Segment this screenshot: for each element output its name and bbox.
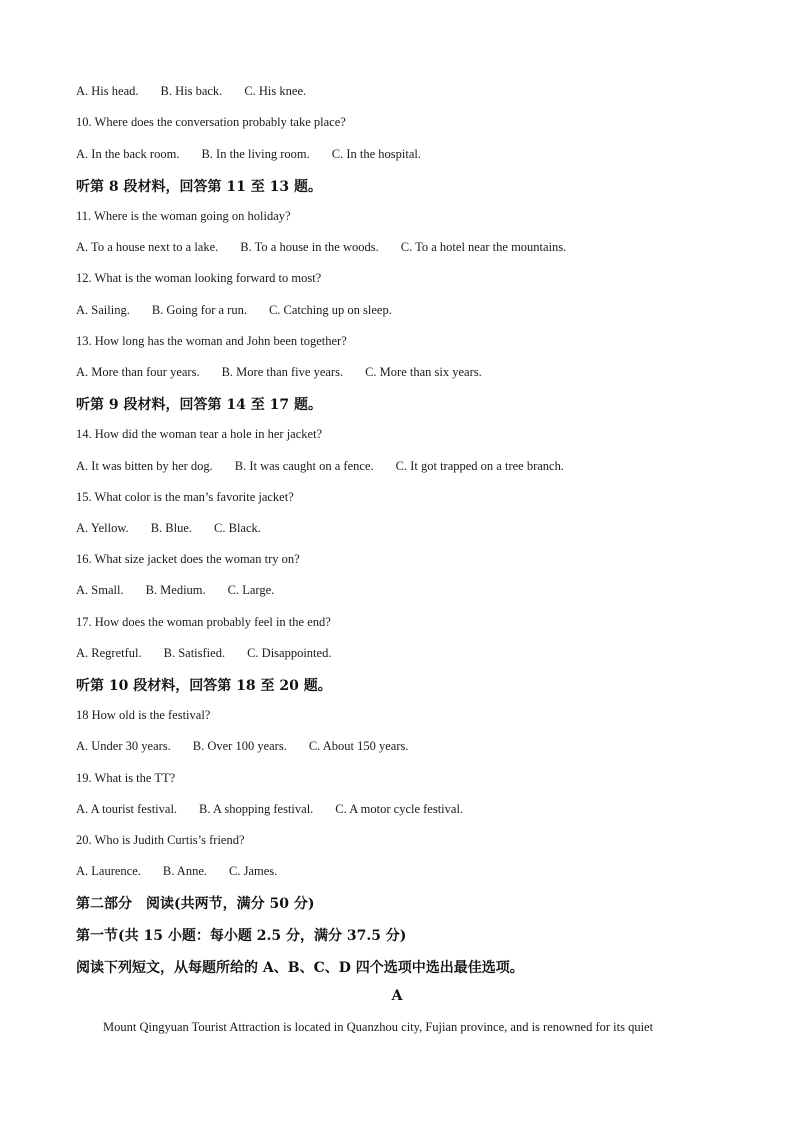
q9-option-b: B. His back. [160,84,223,98]
q10-question: 10. Where does the conversation probably take place? [76,115,346,129]
q12-options [76,303,392,318]
q11-question: 11. Where is the woman going on holiday? [76,209,291,223]
q19-question: 19. What is the TT? [76,771,176,785]
q11-options [76,240,566,255]
q10-options [76,147,421,162]
q14-option-b: B. It was caught on a fence. [234,459,374,473]
q19-options [76,802,463,817]
q18-option-b: B. Over 100 years. [192,739,287,753]
q11-option-b: B. To a house in the woods. [240,240,379,254]
q10-option-b: B. In the living room. [201,147,310,161]
q15-option-b: B. Blue. [150,521,193,535]
q11-option-a: A. To a house next to a lake. [76,240,219,254]
q20-option-c: C. James. [229,864,278,878]
q12-option-b: B. Going for a run. [151,303,247,317]
q19-option-b: B. A shopping festival. [199,802,314,816]
q9-options [76,84,306,99]
q9-option-a: A. His head. [76,84,139,98]
q10-option-a: A. In the back room. [76,147,180,161]
q19-option-c: C. A motor cycle festival. [335,802,464,816]
part2-heading: 第二部分 阅读(共两节，满分 50 分) [76,896,315,912]
section10-heading: 听第 10 段材料，回答第 18 至 20 题。 [76,678,332,694]
q17-option-b: B. Satisfied. [163,646,226,660]
q15-option-a: A. Yellow. [76,521,129,535]
q14-options [76,459,564,474]
q18-options [76,739,409,754]
q16-option-a: A. Small. [76,583,124,597]
q13-options [76,365,482,380]
q20-option-a: A. Laurence. [76,864,141,878]
section1-heading: 第一节(共 15 小题：每小题 2.5 分，满分 37.5 分) [76,928,407,944]
q18-option-c: C. About 150 years. [308,739,409,753]
q12-option-c: C. Catching up on sleep. [268,303,392,317]
q13-option-c: C. More than six years. [365,365,482,379]
q14-question: 14. How did the woman tear a hole in her jacket? [76,427,323,441]
q17-question: 17. How does the woman probably feel in the end? [76,615,331,629]
section8-heading: 听第 8 段材料，回答第 11 至 13 题。 [76,179,322,195]
q17-option-c: C. Disappointed. [247,646,332,660]
q18-question: 18 How old is the festival? [76,708,211,722]
q12-question: 12. What is the woman looking forward to most? [76,271,322,285]
q20-option-b: B. Anne. [162,864,208,878]
q19-option-a: A. A tourist festival. [76,802,178,816]
q10-option-c: C. In the hospital. [331,147,422,161]
q16-options [76,583,274,598]
q13-question: 13. How long has the woman and John been together? [76,334,347,348]
q15-question: 15. What color is the man’s favorite jacket? [76,490,294,504]
q18-option-a: A. Under 30 years. [76,739,171,753]
q13-option-b: B. More than five years. [221,365,344,379]
q17-option-a: A. Regretful. [76,646,142,660]
reading-instruction: 阅读下列短文，从每题所给的 A、B、C、D 四个选项中选出最佳选项。 [76,960,524,976]
section9-heading: 听第 9 段材料，回答第 14 至 17 题。 [76,397,322,413]
q20-options [76,864,277,879]
q16-question: 16. What size jacket does the woman try on? [76,552,300,566]
q13-option-a: A. More than four years. [76,365,200,379]
passage-first-line: Mount Qingyuan Tourist Attraction is located in Quanzhou city, Fujian province, and is renowned for its quiet [103,1020,654,1034]
passage-label: A [391,988,403,1004]
q12-option-a: A. Sailing. [76,303,130,317]
q17-options [76,646,331,661]
q11-option-c: C. To a hotel near the mountains. [400,240,567,254]
q14-option-a: A. It was bitten by her dog. [76,459,213,473]
q16-option-c: C. Large. [227,583,275,597]
q9-option-c: C. His knee. [244,84,307,98]
q14-option-c: C. It got trapped on a tree branch. [395,459,564,473]
q15-options [76,521,261,536]
q15-option-c: C. Black. [214,521,261,535]
q20-question: 20. Who is Judith Curtis’s friend? [76,833,245,847]
q16-option-b: B. Medium. [145,583,206,597]
